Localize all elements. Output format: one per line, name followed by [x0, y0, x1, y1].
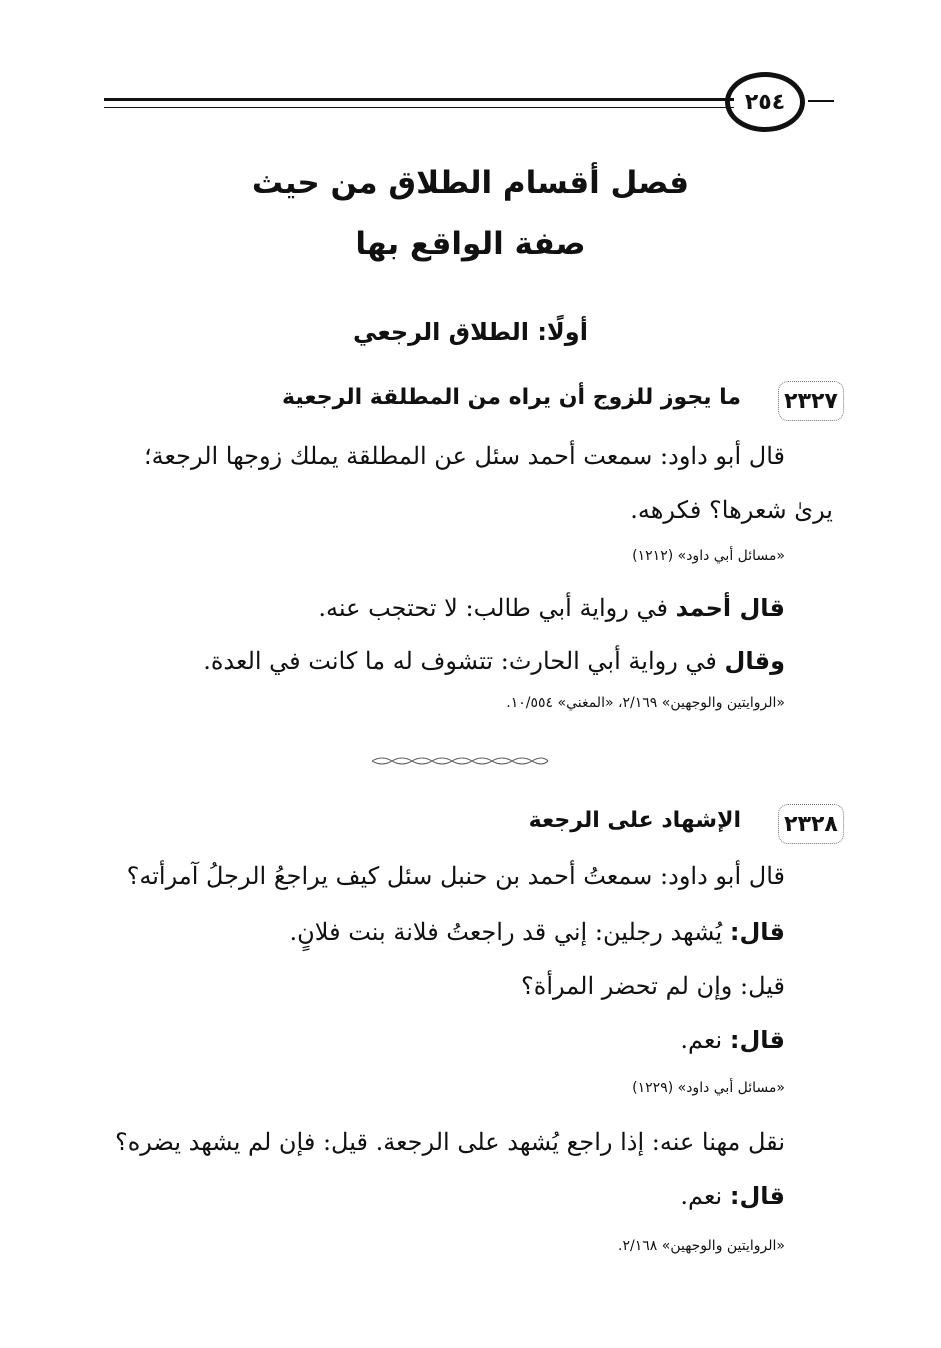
text-body: قال أبو داود: سمعتُ أحمد بن حنبل سئل كيف يراجعُ الرجلُ آمرأته؟: [126, 862, 785, 890]
text-line: يرىٰ شعرها؟ فكرهه.: [630, 496, 833, 524]
header-rule-tail: [808, 100, 834, 102]
source-citation: «الروايتين والوجهين» ٢/١٦٩، «المغني» ١٠/٥٥٤.: [506, 695, 785, 711]
page-number-frame: [725, 72, 805, 132]
speaker-lead: قال:: [729, 1026, 785, 1054]
source-citation: «الروايتين والوجهين» ٢/١٦٨.: [618, 1238, 785, 1254]
text-line: [45, 1128, 785, 1156]
entry-number-frame: [778, 381, 844, 421]
text-line: قال أبو داود: سمعت أحمد سئل عن المطلقة يملك زوجها الرجعة؛: [144, 442, 785, 470]
text-body: نقل مهنا عنه: إذا راجع يُشهد على الرجعة. قيل: فإن لم يشهد يضره؟: [114, 1128, 785, 1156]
section-heading: أولًا: الطلاق الرجعي: [353, 318, 588, 346]
chapter-title-line-2: صفة الواقع بها: [355, 226, 586, 262]
speaker-lead: وقال: [724, 647, 785, 675]
text-line: [85, 1026, 785, 1054]
text-body: نعم.: [680, 1026, 730, 1054]
entry-number: ٢٣٢٨: [784, 811, 838, 837]
page-number: ٢٥٤: [744, 89, 786, 115]
entry-number-frame: [778, 804, 844, 844]
entry-number: ٢٣٢٧: [784, 388, 838, 414]
text-body: في رواية أبي الحارث: تتشوف له ما كانت في العدة.: [203, 647, 725, 675]
source-citation: «مسائل أبي داود» (١٢٢٩): [632, 1080, 785, 1096]
speaker-lead: قال:: [729, 918, 785, 946]
text-body: قيل: وإن لم تحضر المرأة؟: [521, 972, 785, 1000]
source-citation: «مسائل أبي داود» (١٢١٢): [632, 548, 785, 564]
text-body: في رواية أبي طالب: لا تحتجب عنه.: [318, 594, 676, 622]
ornament-divider: [370, 755, 550, 767]
entry-title: ما يجوز للزوج أن يراه من المطلقة الرجعية: [282, 385, 741, 410]
text-body: نعم.: [680, 1182, 730, 1210]
text-line: [85, 918, 785, 946]
text-line: [85, 594, 785, 622]
speaker-lead: قال:: [729, 1182, 785, 1210]
text-body: يُشهد رجلين: إني قد راجعتُ فلانة بنت فلانٍ.: [289, 918, 730, 946]
chapter-title-line-1: فصل أقسام الطلاق من حيث: [251, 165, 690, 201]
speaker-lead: قال أحمد: [675, 594, 785, 622]
text-line: [45, 862, 785, 890]
text-line: [85, 972, 785, 1000]
text-line: [85, 647, 785, 675]
header-rule: [104, 98, 734, 108]
entry-title: الإشهاد على الرجعة: [528, 808, 741, 833]
text-line: [85, 1182, 785, 1210]
